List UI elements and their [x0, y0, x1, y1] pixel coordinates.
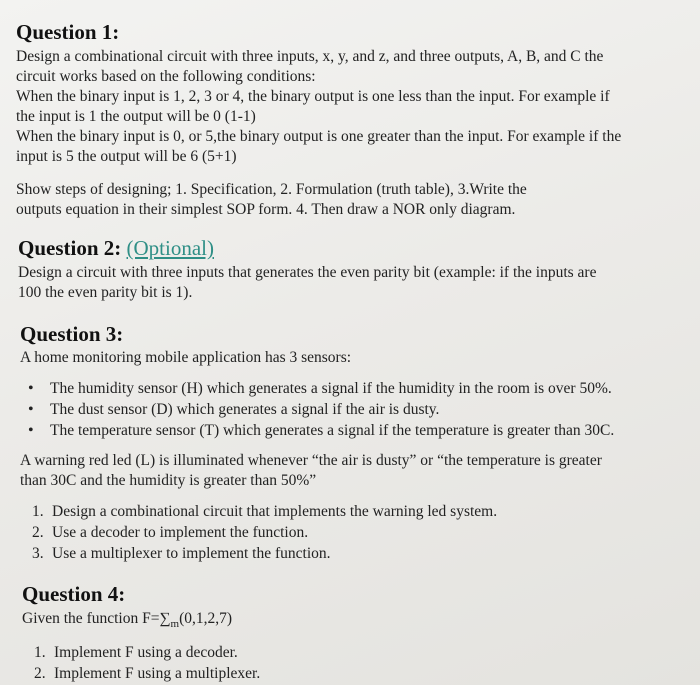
question-1-steps: [16, 180, 686, 220]
sensor-text: The humidity sensor (H) which generates a signal if the humidity in the room is over 50%.: [50, 380, 612, 397]
sensor-list-item: [20, 378, 690, 399]
question-3-intro: A home monitoring mobile application has 3 sensors:: [20, 349, 352, 366]
task-item: [22, 663, 692, 684]
question-1-line: the input is 1 the output will be 0 (1-1): [16, 108, 256, 125]
question-4-tasks: [22, 642, 692, 684]
task-number: 1.: [34, 644, 46, 662]
task-number: 2.: [32, 524, 44, 541]
question-4-title: Question 4:: [22, 582, 126, 606]
sensor-list: [20, 378, 690, 441]
question-2-title: [18, 236, 688, 260]
task-text: Design a combinational circuit that implements the warning led system.: [52, 503, 498, 520]
question-1: [16, 20, 686, 220]
bullet-icon: •: [28, 380, 34, 397]
given-subscript: m: [170, 618, 180, 631]
question-3-tasks: [20, 501, 690, 564]
question-1-line: When the binary input is 1, 2, 3 or 4, the binary output is one less than the input. For example if: [16, 88, 610, 105]
question-2-title-text: Question 2:: [18, 236, 127, 260]
bullet-icon: •: [28, 401, 34, 418]
question-4: [22, 582, 692, 684]
sensor-list-item: [20, 420, 690, 441]
task-number: 3.: [32, 545, 44, 562]
task-item: [20, 543, 690, 564]
task-text: Use a decoder to implement the function.: [52, 524, 309, 541]
task-text: Use a multiplexer to implement the function.: [52, 545, 331, 562]
question-3-title: Question 3:: [20, 322, 124, 346]
question-1-title: Question 1:: [16, 20, 120, 44]
warning-line: A warning red led (L) is illuminated whenever “the air is dusty” or “the temperature is greater: [20, 452, 602, 469]
steps-line: outputs equation in their simplest SOP form. 4. Then draw a NOR only diagram.: [16, 201, 516, 218]
given-suffix: (0,1,2,7): [179, 610, 233, 627]
question-2-line: 100 the even parity bit is 1).: [18, 284, 193, 301]
question-1-line: input is 5 the output will be 6 (5+1): [16, 148, 237, 165]
optional-label: (Optional): [126, 236, 214, 260]
task-item: [20, 522, 690, 543]
task-text: Implement F using a multiplexer.: [54, 665, 261, 683]
question-1-line: Design a combinational circuit with three inputs, x, y, and z, and three outputs, A, B, and C the: [16, 48, 604, 65]
given-prefix: Given the function F=∑: [22, 610, 171, 627]
question-1-line: circuit works based on the following conditions:: [16, 68, 316, 85]
task-number: 2.: [34, 665, 46, 683]
steps-line: Show steps of designing; 1. Specification, 2. Formulation (truth table), 3.Write the: [16, 181, 527, 198]
question-2-body: [18, 263, 688, 303]
question-2: [18, 236, 688, 303]
question-1-body: [16, 47, 686, 167]
task-item: [20, 501, 690, 522]
task-text: Implement F using a decoder.: [54, 644, 238, 662]
question-2-line: Design a circuit with three inputs that generates the even parity bit (example: if the inputs are: [18, 264, 597, 281]
question-3: [20, 322, 690, 564]
question-4-given: [22, 609, 692, 634]
task-number: 1.: [32, 503, 44, 520]
bullet-icon: •: [28, 422, 34, 439]
sensor-text: The dust sensor (D) which generates a signal if the air is dusty.: [50, 401, 440, 418]
task-item: [22, 642, 692, 663]
question-1-line: When the binary input is 0, or 5,the binary output is one greater than the input. For example if the: [16, 128, 622, 145]
warning-description: [20, 451, 690, 491]
warning-line: than 30C and the humidity is greater than 50%”: [20, 472, 317, 489]
sensor-list-item: [20, 399, 690, 420]
sensor-text: The temperature sensor (T) which generates a signal if the temperature is greater than 30C.: [50, 422, 615, 439]
